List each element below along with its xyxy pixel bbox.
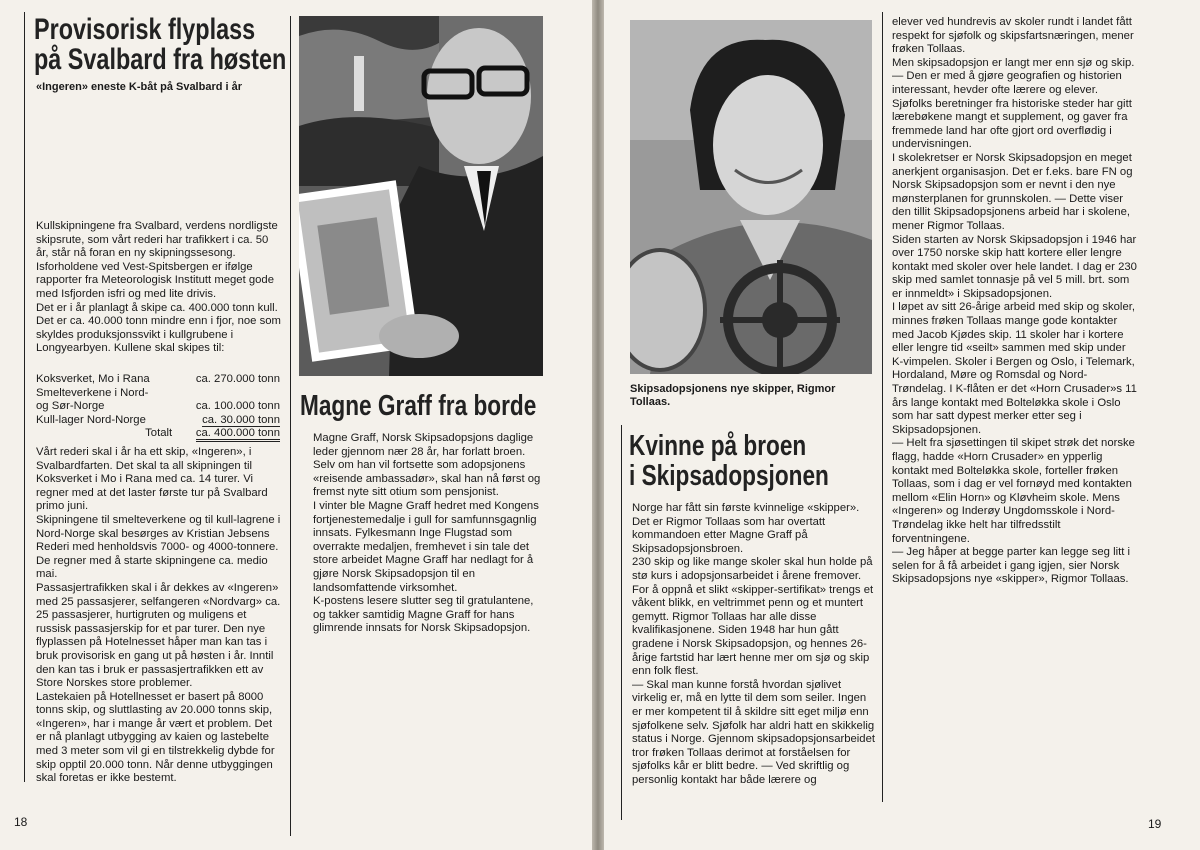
page-gutter [592, 0, 604, 850]
table-cell: ca. 270.000 tonn [195, 373, 280, 385]
paragraph: Lastekaien på Hotellnesset er basert på 8000 tonns skip, og sluttlasting av 20.000 tonns skip, «Ingeren», har i mange år vært et problem. Det er nå planlagt utbygging av kaien og lastebelte med 3 meter som vil gi en tilstrekkelig dybde for skip opptil 20.000 tonn. Når denne utbyggingen skal foretas er ikke bestemt. [36, 690, 275, 785]
paragraph: K-postens lesere slutter seg til gratulantene, og takker samtidig Magne Graff for hans glimrende innsats for Norsk Skipsadopsjon. [313, 595, 534, 635]
table-row [36, 387, 280, 401]
graff-article [313, 432, 549, 636]
table-value: ca. 30.000 tonn [202, 413, 280, 426]
left-margin-rule [24, 12, 25, 782]
left-column-rule [290, 16, 291, 836]
paragraph: Norge har fått sin første kvinnelige «skipper». Det er Rigmor Tollaas som har overtatt kommandoen etter Magne Graff på Skipsadopsjonsbroen. [632, 502, 860, 555]
headline-kvinne-line1: Kvinne på broen [629, 430, 807, 462]
headline-magne-graff: Magne Graff fra borde [300, 390, 537, 422]
paragraph: I skolekretser er Norsk Skipsadopsjon en meget anerkjent organisasjon. Det er f.eks. bare FN og Norsk Skipsadopsjon som er nevnt i den nye mønsterplanen for grunnskolen. — Dette viser den tillit Skipsadopsjonens arbeid har i skolene, mener Rigmor Tollaas. [892, 151, 1133, 232]
tollaas-article-col1 [632, 502, 876, 787]
paragraph: Isforholdene ved Vest-Spitsbergen er ifølge rapporter fra Meteorologisk Institutt meget gode med Isfjorden isfri og med lite drivis. [36, 260, 274, 300]
subtitle-ingeren: «Ingeren» eneste K-båt på Svalbard i år [36, 81, 243, 93]
table-cell [176, 414, 280, 428]
total-value: ca. 400.000 tonn [196, 427, 280, 442]
table-cell: og Sør-Norge [36, 400, 105, 413]
tollaas-article-col2 [892, 16, 1140, 587]
rigmor-tollaas-photo [630, 20, 872, 374]
paragraph: Magne Graff, Norsk Skipsadopsjons daglige leder gjennom nær 28 år, har forlatt broen. Selv om han vil fortsette som adopsjonens «reisende ambassadør», skal han nå først og fremst nyte sitt otium som pensjonist. [313, 432, 541, 499]
paragraph: Skipningene til smelteverkene og til kull-lagrene i Nord-Norge skal besørges av Kristian Jebsens Rederi med henholdsvis 7000- og 4000-tonnere. De regner med å starte skipningene ca. medio mai. [36, 513, 281, 581]
right-inner-rule [621, 425, 622, 820]
table-total-row [36, 427, 280, 441]
table-row [36, 414, 280, 428]
page-number-right: 19 [1148, 817, 1162, 831]
page-number-left: 18 [14, 815, 28, 829]
portrait-illustration [630, 20, 872, 374]
headline-kvinne-line2: i Skipsadopsjonen [629, 460, 829, 492]
paragraph: — Helt fra sjøsettingen til skipet strøk det norske flagg, hadde «Horn Crusader» en ypperlig kontakt med Bolteløkka skole, forteller frøken Tollaas, som i dag er vel fornøyd med kontakten mellom «Elin Horn» og Kløvheim skole. Mens «Ingeren» og Inderøy Ungdomsskole i Nord-Trøndelag ikke helt har tilfredsstilt forventningene. [892, 437, 1135, 545]
table-cell [176, 387, 280, 401]
svalbard-article-part1 [36, 220, 282, 356]
tonnage-table [36, 373, 280, 441]
table-row [36, 373, 280, 387]
table-cell: Koksverket, Mo i Rana [36, 373, 150, 385]
portrait-illustration [299, 16, 543, 376]
paragraph: I vinter ble Magne Graff hedret med Kongens fortjenestemedalje i gull for samfunnsgagnlig innsats. Fylkesmann Inge Flugstad som overrakte medaljen, fremhevet i sin tale det store arbeidet Magne Graff har nedlagt for å gjøre Norsk Skipsadopsjon til en landsomfattende virksomhet. [313, 499, 539, 594]
paragraph: Det er i år planlagt å skipe ca. 400.000 tonn kull. Det er ca. 40.000 tonn mindre enn i fjor, noe som skyldes produksjonssvikt i kullgrubene i Longyearbyen. Kullene skal skipes til: [36, 301, 281, 355]
paragraph: Vårt rederi skal i år ha ett skip, «Ingeren», i Svalbardfarten. Det skal ta all skipningen til Koksverket i Mo i Rana med ca. 14 turer. Vi regner med at det laster første tur på Svalbard primo juni. [36, 446, 268, 513]
paragraph: Kullskipningene fra Svalbard, verdens nordligste skipsrute, som vårt rederi har trafikkert i ca. 50 år, står nå foran en ny skipningssesong. [36, 220, 278, 260]
right-column-rule [882, 12, 883, 802]
total-label: Totalt [145, 427, 173, 440]
table-cell: ca. 100.000 tonn [195, 400, 280, 413]
paragraph: — Skal man kunne forstå hvordan sjølivet virkelig er, må en lytte til dem som seiler. Ingen er mer kompetent til å skildre sitt eget miljø enn sjøfolkene selv. Sjøfolk har aldri hatt en skikkelig status i Norge. Gjennom skipsadopsjonsarbeidet tror frøken Tollaas derimot at forståelsen for sjøfolks kår er blitt bedre. — Ved skriftlig og personlig kontakt har både lærere og [632, 678, 876, 786]
paragraph: — Jeg håper at begge parter kan legge seg litt i selen for å få arbeidet i gang igjen, sier Norsk Skipsadopsjons nye «skipper», Rigmor Tollaas. [892, 546, 1131, 586]
headline-flyplass-line2: på Svalbard fra høsten [34, 43, 287, 76]
table-cell [176, 427, 280, 441]
table-cell: Kull-lager Nord-Norge [36, 413, 146, 426]
paragraph: Siden starten av Norsk Skipsadopsjon i 1946 har over 1750 norske skip hatt kortere eller lengre kontakt med skoler over hele landet. I dag er 230 skip med samlet tonnasje på vel 5 mill. brt. som er innmeldt» i Skipsadopsjonen. [892, 233, 1137, 300]
magne-graff-photo [299, 16, 543, 376]
table-row [36, 400, 280, 414]
paragraph: elever ved hundrevis av skoler rundt i landet fått respekt for sjøfolk og skipsfartsnæringen, mener frøken Tollaas. [892, 16, 1134, 56]
paragraph: I løpet av sitt 26-årige arbeid med skip og skoler, minnes frøken Tollaas mange gode kontakter med Jacob Kjødes skip. 11 skoler har i kortere eller lengre tid «seilt» sammen med skip under K-vimpelen. Skoler i Bergen og Oslo, i Telemark, Hordaland, Møre og Romsdal og Nord-Trøndelag. I K-flåten er det «Horn Crusader»s 11 års lange kontakt med Bolteløkka skole i Oslo som har satt dypest merker etter seg i Skipsadopsjonen. [892, 301, 1137, 436]
paragraph: Men skipsadopsjon er langt mer enn sjø og skip. — Den er med å gjøre geografien og historien interessant, hevder ofte lærere og elever. Sjøfolks beretninger fra historiske steder har gitt lærebøkene mangt et supplement, og gaver fra fremmede land har ofte gjort ord overflødig i undervisningen. [892, 56, 1135, 151]
paragraph: Passasjertrafikken skal i år dekkes av «Ingeren» med 25 passasjerer, selfangeren «Nordvarg» ca. 25 passasjerer, hurtigruten og muligens et russisk passasjerskip for et par turer. Den nye flyplassen på Hotelnesset håper man kan tas i bruk provisorisk en gang ut på høsten i år. Inntil den kan tas i bruk er passasjertrafikken ett av Store Norskes store problemer. [36, 581, 281, 690]
paragraph: 230 skip og like mange skoler skal hun holde på stø kurs i adopsjonsarbeidet i årene fremover. For å oppnå et slikt «skipper-sertifikat» trengs et våkent blikk, en veltrimmet penn og et muntert gemytt. Rigmor Tollaas har alle disse kvalifikasjonene. Siden 1948 har hun gått gradene i Norsk Skipsadopsjon, og hennes 26-årige fartstid har lært henne mer om sjø og skip enn folk flest. [632, 556, 874, 678]
svalbard-article-part2 [36, 446, 282, 786]
photo-caption: Skipsadopsjonens nye skipper, Rigmor Tollaas. [630, 383, 836, 408]
headline-flyplass-line1: Provisorisk flyplass [34, 13, 256, 46]
table-cell: Smelteverkene i Nord- [36, 386, 149, 399]
